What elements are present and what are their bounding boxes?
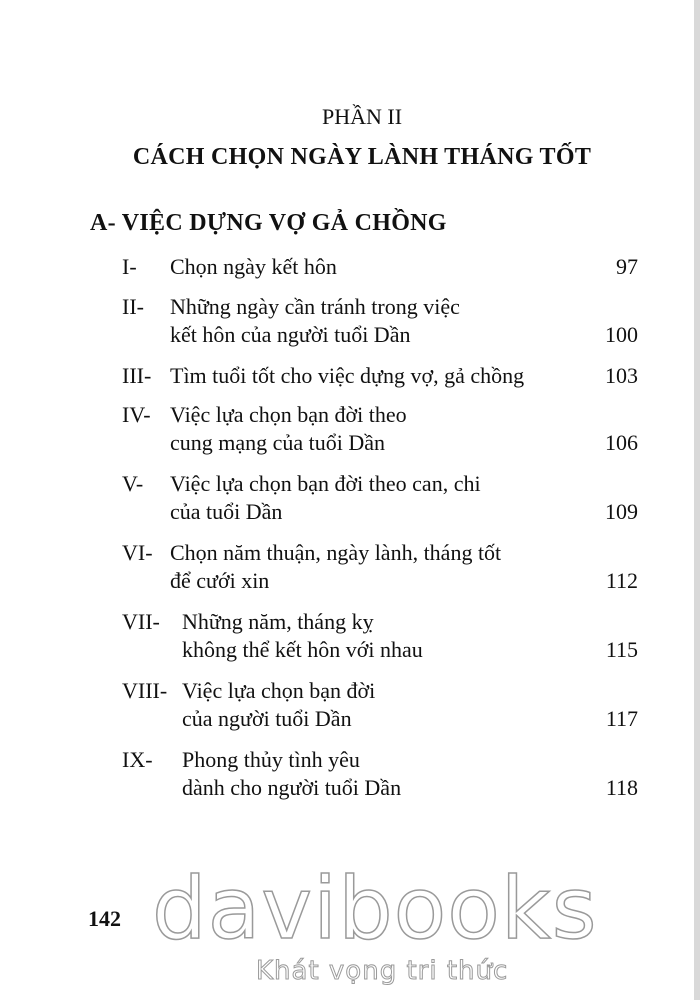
toc-entry-title: Việc lựa chọn bạn đời theo can, chi xyxy=(170,471,481,496)
toc-entry-number: V- xyxy=(122,471,144,496)
toc-entry-number: IV- xyxy=(122,402,151,427)
toc-entry-page: 118 xyxy=(605,775,638,800)
toc-entry-number: III- xyxy=(122,363,152,388)
toc-entry-page: 97 xyxy=(616,254,638,279)
toc-entry-title-continued: không thể kết hôn với nhau xyxy=(182,637,423,662)
toc-entry-title: Chọn năm thuận, ngày lành, tháng tốt xyxy=(170,540,502,565)
toc-entry-title-continued: để cưới xin xyxy=(170,568,270,593)
toc-entry-page: 112 xyxy=(605,568,638,593)
part-title: CÁCH CHỌN NGÀY LÀNH THÁNG TỐT xyxy=(132,144,592,170)
section-heading: A- VIỆC DỰNG VỢ GẢ CHỒNG xyxy=(90,210,447,236)
toc-entry-number: II- xyxy=(122,294,144,319)
toc-entry-page: 115 xyxy=(605,637,638,662)
toc-entry-page: 109 xyxy=(605,499,638,524)
part-label: PHẦN II xyxy=(321,104,403,129)
toc-entry-title: Việc lựa chọn bạn đời theo xyxy=(170,402,407,427)
toc-entry-page: 100 xyxy=(605,322,638,347)
toc-entry-page: 117 xyxy=(605,706,638,731)
toc-entry-title: Những năm, tháng kỵ xyxy=(182,609,374,634)
toc-entry-number: VI- xyxy=(122,540,153,565)
toc-entry-title-continued: của tuổi Dần xyxy=(170,499,283,524)
toc-entry-number: I- xyxy=(122,254,137,279)
toc-entry-title-continued: kết hôn của người tuổi Dần xyxy=(170,322,411,347)
watermark-logo: davibooks xyxy=(152,859,598,959)
toc-entry-number: VIII- xyxy=(122,678,168,703)
toc-entry-title-continued: của người tuổi Dần xyxy=(182,706,352,731)
watermark-tagline: Khát vọng tri thức xyxy=(256,956,509,986)
toc-entry-title: Việc lựa chọn bạn đời xyxy=(182,678,376,703)
page-number: 142 xyxy=(88,906,121,931)
toc-entry-title: Tìm tuổi tốt cho việc dựng vợ, gả chồng xyxy=(170,363,525,388)
toc-entry-number: VII- xyxy=(122,609,160,634)
toc-entry-page: 106 xyxy=(605,430,638,455)
toc-entry-title: Phong thủy tình yêu xyxy=(182,747,360,772)
toc-entry-title: Chọn ngày kết hôn xyxy=(170,254,337,279)
toc-entry-title-continued: dành cho người tuổi Dần xyxy=(182,775,402,800)
toc-entry-page: 103 xyxy=(605,363,638,388)
toc-entry-number: IX- xyxy=(122,747,153,772)
toc-entry-title: Những ngày cần tránh trong việc xyxy=(170,294,460,319)
toc-entry-title-continued: cung mạng của tuổi Dần xyxy=(170,430,386,455)
